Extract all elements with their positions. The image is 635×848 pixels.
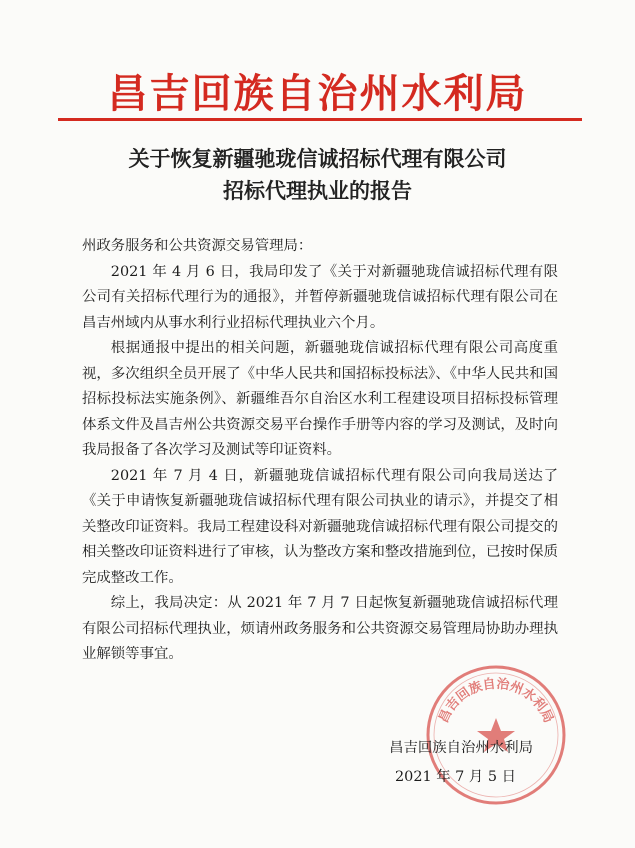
letterhead-title: 昌吉回族自治州水利局	[107, 70, 528, 117]
addressee: 州政务服务和公共资源交易管理局：	[82, 238, 313, 254]
document-title-line-2: 招标代理执业的报告	[223, 178, 412, 203]
paragraph-3: 2021 年 7 月 4 日，新疆驰珑信诚招标代理有限公司向我局送达了《关于申请恢复新疆驰珑信诚招标代理有限公司执业的请示》，并提交了相关整改印证资料。我局工程建设科对新疆驰珑信诚招标代理有限公司提交的相关整改印证资料进行了审核，认为整改方案和整改措施到位，已按时保质完成整改工作。	[82, 467, 558, 586]
signature-date: 2021 年 7 月 5 日	[395, 769, 516, 785]
document-body	[82, 234, 558, 668]
signature-organization: 昌吉回族自治州水利局	[389, 740, 533, 756]
official-seal-stamp	[421, 660, 571, 810]
document-title-line-1: 关于恢复新疆驰珑信诚招标代理有限公司	[128, 146, 507, 171]
paragraph-4: 综上，我局决定：从 2021 年 7 月 7 日起恢复新疆驰珑信诚招标代理有限公司招标代理执业，烦请州政务服务和公共资源交易管理局协助办理执业解锁等事宜。	[82, 595, 558, 662]
paragraph-1: 2021 年 4 月 6 日，我局印发了《关于对新疆驰珑信诚招标代理有限公司有关招标代理行为的通报》，并暂停新疆驰珑信诚招标代理有限公司在昌吉州域内从事水利行业招标代理执业六个月。	[82, 263, 558, 331]
letterhead-red-rule	[58, 118, 582, 121]
svg-text:昌吉回族自治州水利局: 昌吉回族自治州水利局	[436, 676, 556, 726]
paragraph-2: 根据通报中提出的相关问题，新疆驰珑信诚招标代理有限公司高度重视，多次组织全员开展了《中华人民共和国招标投标法》、《中华人民共和国招标投标法实施条例》、新疆维吾尔自治区水利工程建设项目招标投标管理体系文件及昌吉州公共资源交易平台操作手册等内容的学习及测试，及时向我局报备了各次学习及测试等印证资料。	[82, 340, 558, 458]
